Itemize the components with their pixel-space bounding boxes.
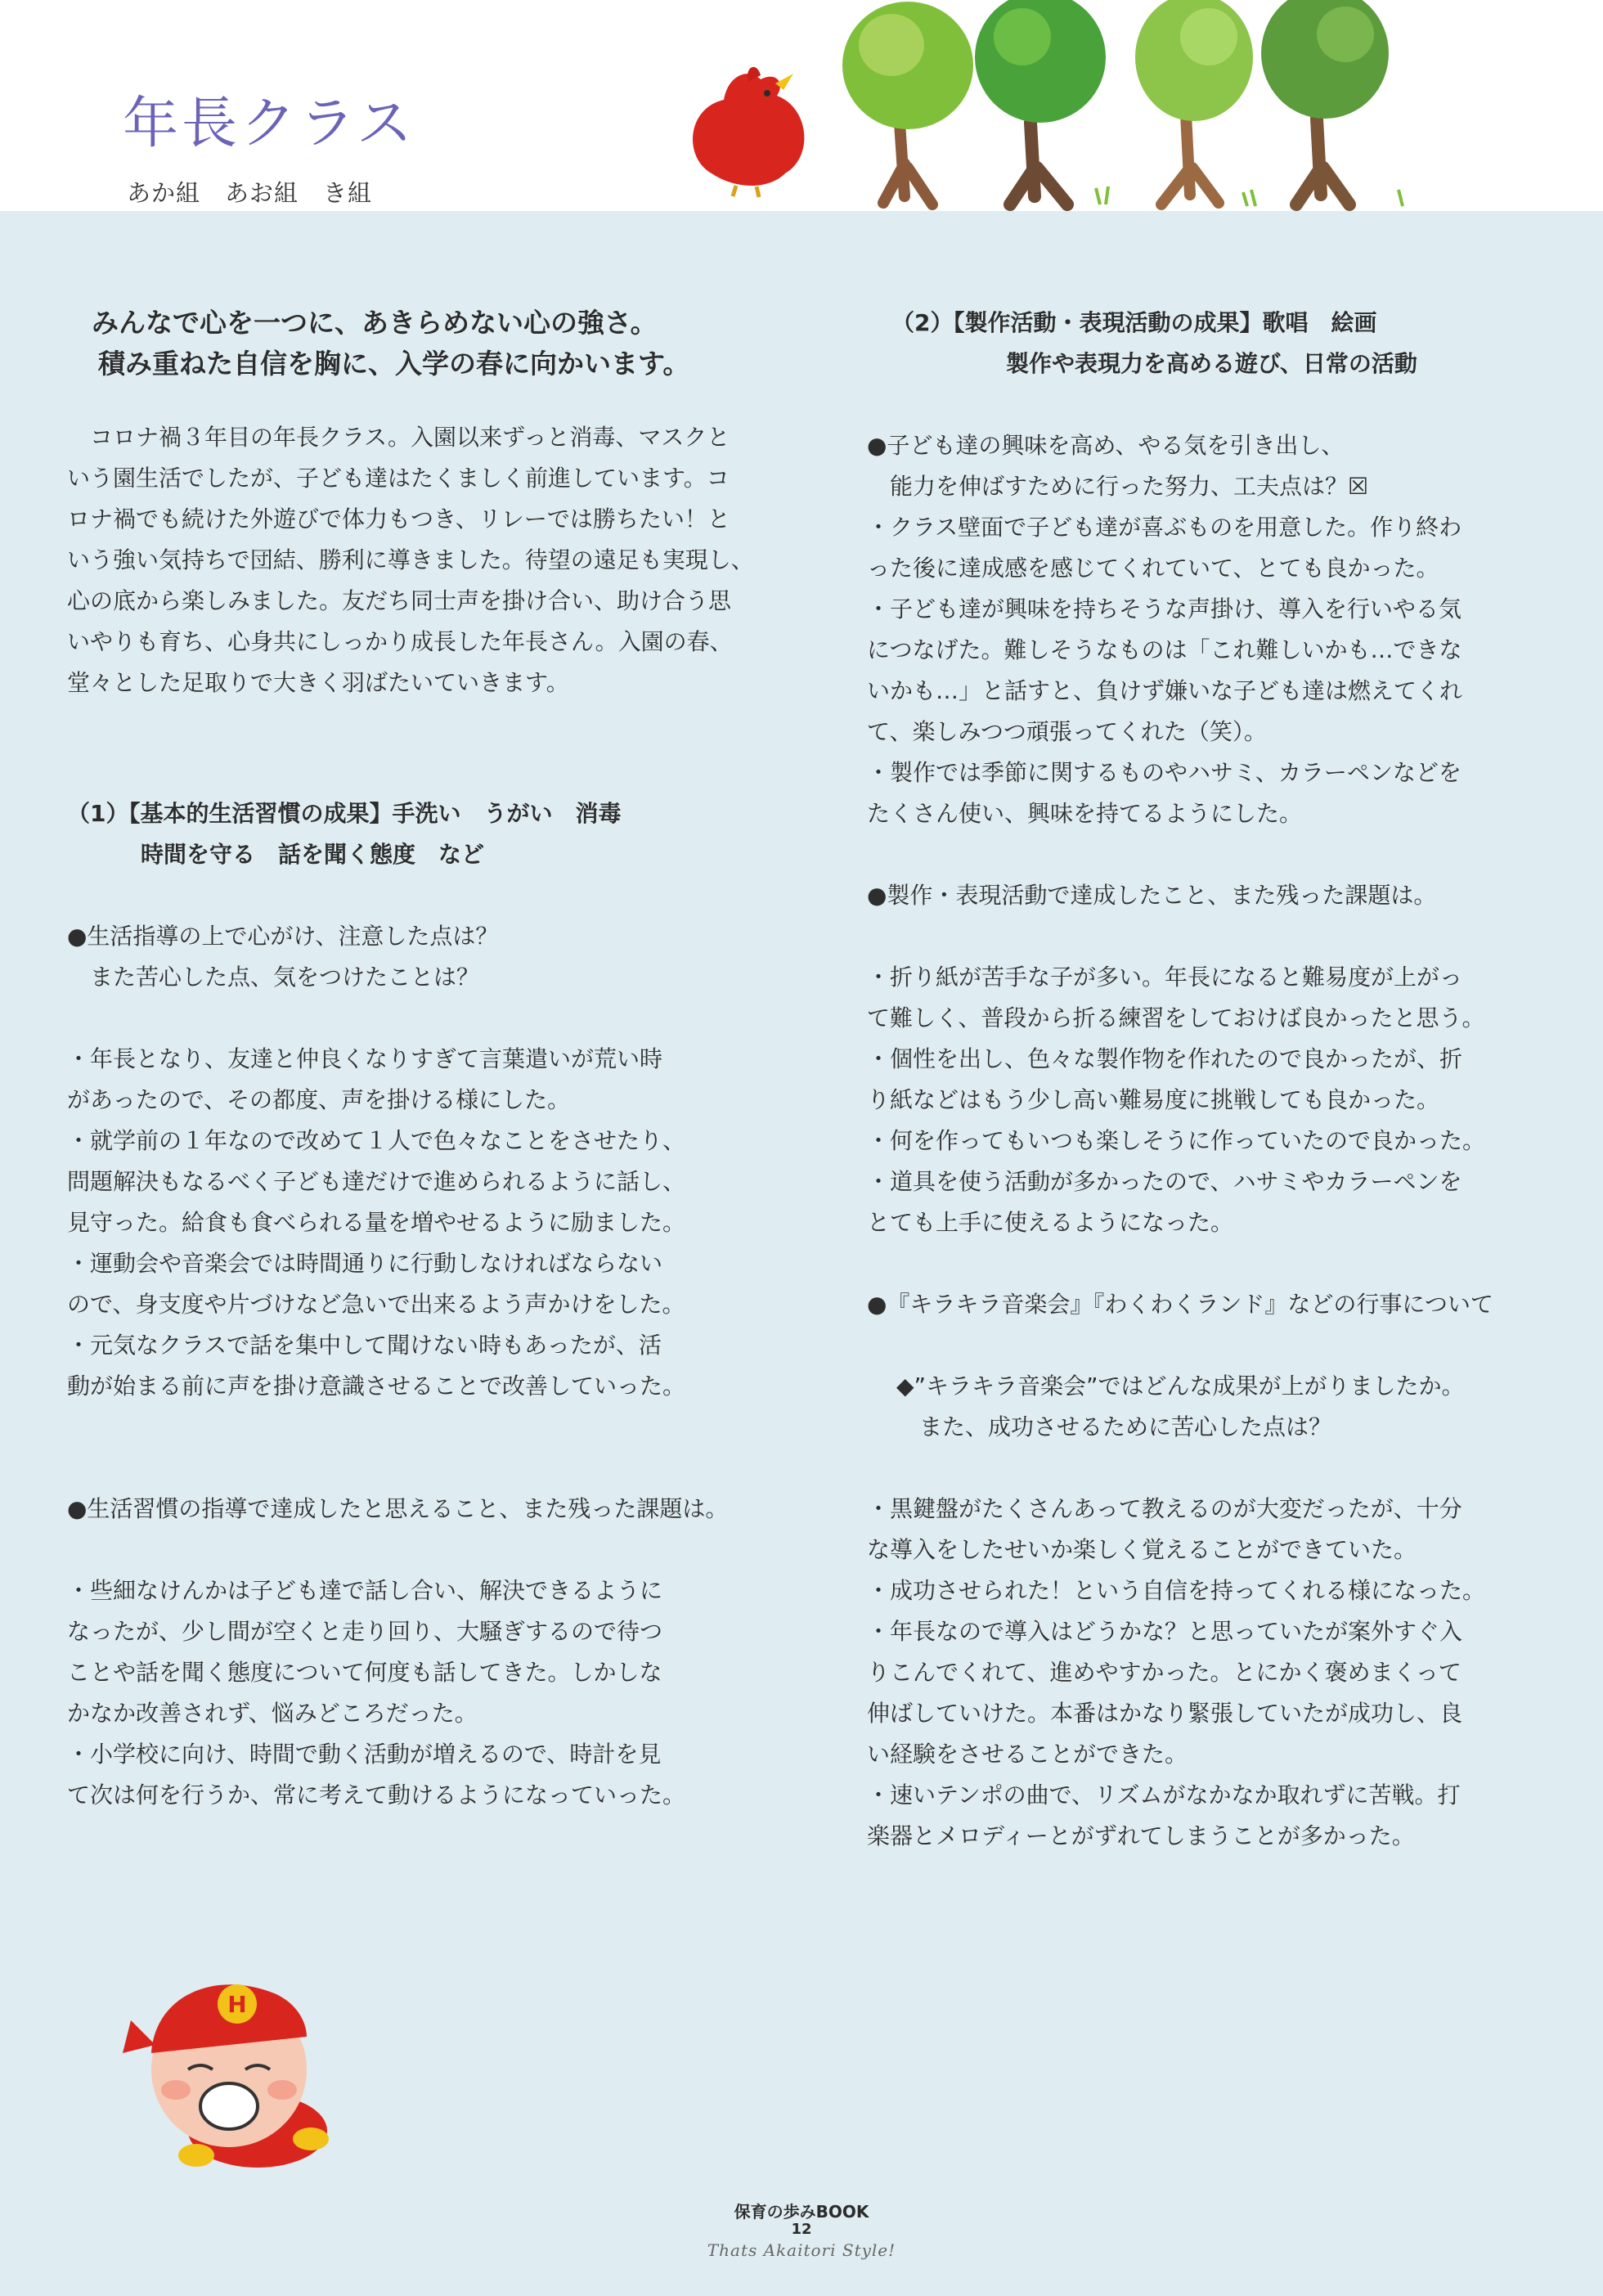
answer-line: ・速いテンポの曲で、リズムがなかなか取れずに苦戦。打: [867, 1782, 1461, 1808]
left-column: [67, 303, 754, 1816]
question-line: ●子ども達の興味を高め、やる気を引き出し、: [867, 432, 1345, 459]
answer-line: った後に達成感を感じてくれていて、とても良かった。: [867, 555, 1439, 582]
answer-line: ことや話を聞く態度について何度も話してきた。しかしな: [67, 1659, 662, 1686]
section-2-subtitle: 製作や表現力を高める遊び、日常の活動: [1006, 350, 1417, 377]
answer-line: て、楽しみつつ頑張ってくれた（笑）。: [867, 718, 1267, 745]
question-line: ●『キラキラ音楽会』『わくわくランド』などの行事について: [867, 1291, 1493, 1318]
slogan: Thats Akaitori Style!: [707, 2240, 896, 2260]
answer-line: 伸ばしていけた。本番はかなり緊張していたが成功し、良: [867, 1700, 1463, 1727]
answer-line: ・道具を使う活動が多かったので、ハサミやカラーペンを: [867, 1168, 1462, 1195]
answer-line: ・運動会や音楽会では時間通りに行動しなければならない: [67, 1250, 663, 1277]
answer-line: ・クラス壁面で子ども達が喜ぶものを用意した。作り終わ: [867, 514, 1462, 541]
answer-line: ・年長となり、友達と仲良くなりすぎて言葉遣いが荒い時: [67, 1045, 663, 1072]
answer-line: ・小学校に向け、時間で動く活動が増えるので、時計を見: [67, 1741, 662, 1768]
answer-line: りこんでくれて、進めやすかった。とにかく褒めまくって: [867, 1659, 1462, 1686]
page-number: 12: [791, 2221, 812, 2238]
answer-line: ・黒鍵盤がたくさんあって教えるのが大変だったが、十分: [867, 1495, 1462, 1522]
page-header: [0, 0, 1603, 211]
book-title: 保育の歩みBOOK: [734, 2202, 869, 2222]
question-line: また苦心した点、気をつけたことは？: [67, 964, 480, 991]
answer-line: ・元気なクラスで話を集中して聞けない時もあったが、活: [67, 1332, 662, 1359]
page-title: 年長クラス: [123, 92, 415, 156]
question-line: ●生活習慣の指導で達成したと思えること、また残った課題は。: [67, 1495, 729, 1522]
sub-question-line: ◆”キラキラ音楽会”ではどんな成果が上がりましたか。: [896, 1373, 1465, 1400]
red-bird-illustration: [679, 51, 818, 198]
answer-line: につなげた。難しそうなものは「これ難しいかも…できな: [867, 636, 1462, 663]
intro-line: コロナ禍３年目の年長クラス。入園以来ずっと消毒、マスクと: [67, 424, 730, 451]
answer-line: なったが、少し間が空くと走り回り、大騒ぎするので待つ: [67, 1618, 663, 1645]
answer-line: な導入をしたせいか楽しく覚えることができていた。: [867, 1536, 1417, 1563]
answer-line: ので、身支度や片づけなど急いで出来るよう声かけをした。: [67, 1291, 685, 1318]
intro-line: いう強い気持ちで団結、勝利に導きました。待望の遠足も実現し、: [67, 546, 754, 573]
headline-line-2: 積み重ねた自信を胸に、入学の春に向かいます。: [98, 348, 690, 380]
answer-line: ・成功させられた！という自信を持ってくれる様になった。: [867, 1577, 1486, 1604]
section-1-title: （1）【基本的生活習慣の成果】手洗い うがい 消毒: [67, 800, 622, 827]
question-line: ●製作・表現活動で達成したこと、また残った課題は。: [867, 882, 1437, 909]
mascot-badge-letter: H: [227, 1991, 247, 2018]
answer-line: ・年長なので導入はどうかな？と思っていたが案外すぐ入: [867, 1618, 1463, 1645]
section-1-subtitle: 時間を守る 話を聞く態度 など: [141, 841, 485, 868]
intro-line: いう園生活でしたが、子ども達はたくましく前進しています。コ: [67, 465, 730, 492]
mascot-illustration: [106, 1955, 368, 2176]
intro-line: 心の底から楽しみました。友だち同士声を掛け合い、助け合う思: [67, 587, 732, 614]
answer-line: て次は何を行うか、常に考えて動けるようになっていった。: [67, 1782, 686, 1808]
answer-line: ・折り紙が苦手な子が多い。年長になると難易度が上がっ: [867, 964, 1463, 991]
section-2-title: （2）【製作活動・表現活動の成果】歌唱 絵画: [891, 309, 1377, 336]
answer-line: 問題解決もなるべく子ども達だけで進められるように話し、: [67, 1168, 686, 1195]
answer-line: り紙などはもう少し高い難易度に挑戦しても良かった。: [867, 1086, 1440, 1113]
intro-line: ロナ禍でも続けた外遊びで体力もつき、リレーでは勝ちたい！と: [67, 505, 730, 532]
answer-line: とても上手に使えるようになった。: [867, 1209, 1234, 1236]
right-column: [867, 303, 1538, 1857]
answer-line: 動が始まる前に声を掛け意識させることで改善していった。: [67, 1373, 686, 1400]
answer-line: い経験をさせることができた。: [867, 1741, 1188, 1768]
page-footer: [0, 2202, 1603, 2262]
answer-line: かなか改善されず、悩みどころだった。: [67, 1700, 478, 1727]
answer-line: 見守った。給食も食べられる量を増やせるように励ました。: [67, 1209, 686, 1236]
intro-line: 堂々とした足取りで大きく羽ばたいていきます。: [67, 669, 569, 696]
answer-line: があったので、その都度、声を掛ける様にした。: [67, 1086, 571, 1113]
answer-line: ・個性を出し、色々な製作物を作れたので良かったが、折: [867, 1045, 1463, 1072]
trees-illustration: [826, 0, 1456, 214]
intro-line: いやりも育ち、心身共にしっかり成長した年長さん。入園の春、: [67, 628, 733, 655]
answer-line: ・製作では季節に関するものやハサミ、カラーペンなどを: [867, 759, 1462, 786]
answer-line: ・子ども達が興味を持ちそうな声掛け、導入を行いやる気: [867, 595, 1462, 622]
sub-question-line: また、成功させるために苦心した点は？: [896, 1413, 1332, 1440]
answer-line: 楽器とメロディーとがずれてしまうことが多かった。: [867, 1822, 1415, 1849]
answer-line: いかも…」と話すと、負けず嫌いな子ども達は燃えてくれ: [867, 677, 1463, 704]
question-line: ●生活指導の上で心がけ、注意した点は？: [67, 923, 499, 950]
answer-line: ・就学前の１年なので改めて１人で色々なことをさせたり、: [67, 1127, 686, 1154]
headline-line-1: みんなで心を一つに、あきらめない心の強さ。: [92, 307, 658, 339]
question-line: 能力を伸ばすために行った努力、工夫点は？☒: [867, 473, 1369, 500]
answer-line: たくさん使い、興味を持てるようにした。: [867, 800, 1303, 827]
class-groups: あか組 あお組 き組: [127, 179, 373, 207]
answer-line: ・何を作ってもいつも楽しそうに作っていたので良かった。: [867, 1127, 1486, 1154]
answer-line: て難しく、普段から折る練習をしておけば良かったと思う。: [867, 1004, 1485, 1031]
answer-line: ・些細なけんかは子ども達で話し合い、解決できるように: [67, 1577, 663, 1604]
